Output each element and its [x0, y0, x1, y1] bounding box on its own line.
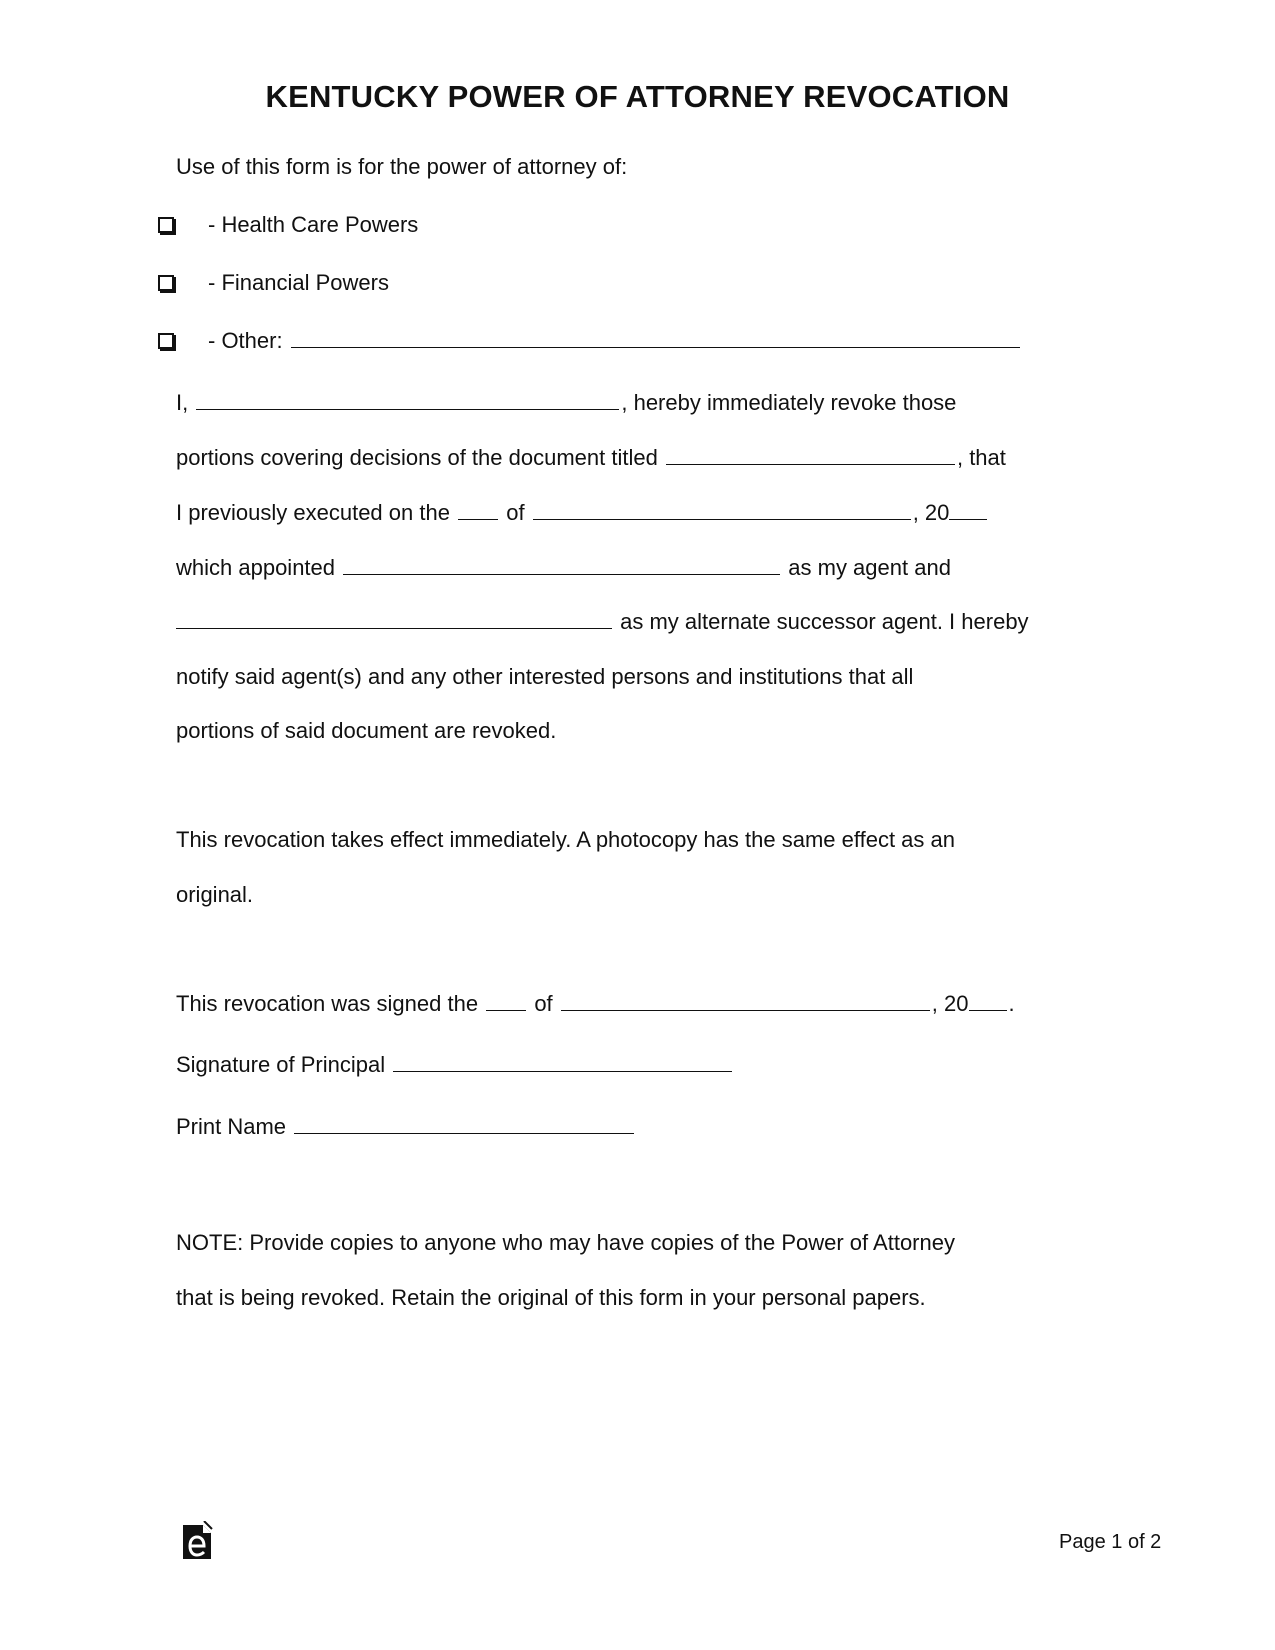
page-number: Page 1 of 2	[1059, 1531, 1162, 1553]
body-text: of	[506, 500, 525, 525]
body-text: as my alternate successor agent. I hereby	[620, 609, 1029, 634]
body-text: , 20	[912, 500, 950, 525]
executed-month-blank[interactable]	[533, 499, 911, 520]
body-line-6: notify said agent(s) and any other interested persons and institutions that all	[176, 664, 914, 689]
agent-name-blank[interactable]	[343, 554, 780, 575]
body-text: as my agent and	[788, 555, 951, 580]
option-label	[208, 327, 1022, 355]
executed-year-blank[interactable]	[949, 499, 987, 520]
effect-line-1: This revocation takes effect immediately. A photocopy has the same effect as an	[176, 827, 955, 852]
checkbox-financial[interactable]	[158, 275, 174, 291]
signature-line	[176, 1051, 734, 1079]
executed-day-blank[interactable]	[458, 499, 498, 520]
document-title-blank[interactable]	[666, 444, 955, 465]
print-name-label: Print Name	[176, 1114, 287, 1139]
signature-blank[interactable]	[393, 1051, 732, 1072]
body-text: , 20	[931, 991, 969, 1016]
successor-agent-blank[interactable]	[176, 608, 612, 629]
body-text: This revocation was signed the	[176, 991, 479, 1016]
body-text: I,	[176, 390, 189, 415]
signature-label: Signature of Principal	[176, 1052, 386, 1077]
body-line-1	[176, 389, 956, 417]
body-line-3	[176, 499, 989, 527]
page-title: KENTUCKY POWER OF ATTORNEY REVOCATION	[265, 79, 1010, 114]
document-e-logo-icon	[183, 1521, 213, 1559]
effect-line-2: original.	[176, 882, 254, 907]
intro-text: Use of this form is for the power of attorney of:	[176, 154, 628, 179]
body-text: portions covering decisions of the document titled	[176, 445, 658, 470]
body-line-2	[176, 444, 1006, 472]
signed-day-blank[interactable]	[486, 990, 526, 1011]
option-label: - Financial Powers	[208, 270, 389, 295]
body-text: , that	[956, 445, 1006, 470]
principal-name-blank[interactable]	[196, 389, 619, 410]
checkbox-health-care[interactable]	[158, 217, 174, 233]
body-line-4	[176, 554, 951, 582]
checkbox-other[interactable]	[158, 333, 174, 349]
body-text: .	[1008, 991, 1015, 1016]
body-text: , hereby immediately revoke those	[621, 390, 957, 415]
body-text: I previously executed on the	[176, 500, 450, 525]
signed-month-blank[interactable]	[561, 990, 930, 1011]
other-blank[interactable]	[291, 327, 1020, 348]
note-line-1: NOTE: Provide copies to anyone who may have copies of the Power of Attorney	[176, 1230, 955, 1255]
body-text: of	[534, 991, 553, 1016]
body-text: which appointed	[176, 555, 336, 580]
option-other-label: - Other:	[208, 328, 283, 353]
print-name-line	[176, 1113, 636, 1141]
body-line-7: portions of said document are revoked.	[176, 718, 557, 743]
signed-year-blank[interactable]	[969, 990, 1007, 1011]
note-line-2: that is being revoked. Retain the original of this form in your personal papers.	[176, 1285, 926, 1310]
body-line-5	[176, 608, 1029, 636]
signed-date-line	[176, 990, 1015, 1018]
print-name-blank[interactable]	[294, 1113, 634, 1134]
option-label: - Health Care Powers	[208, 212, 419, 237]
